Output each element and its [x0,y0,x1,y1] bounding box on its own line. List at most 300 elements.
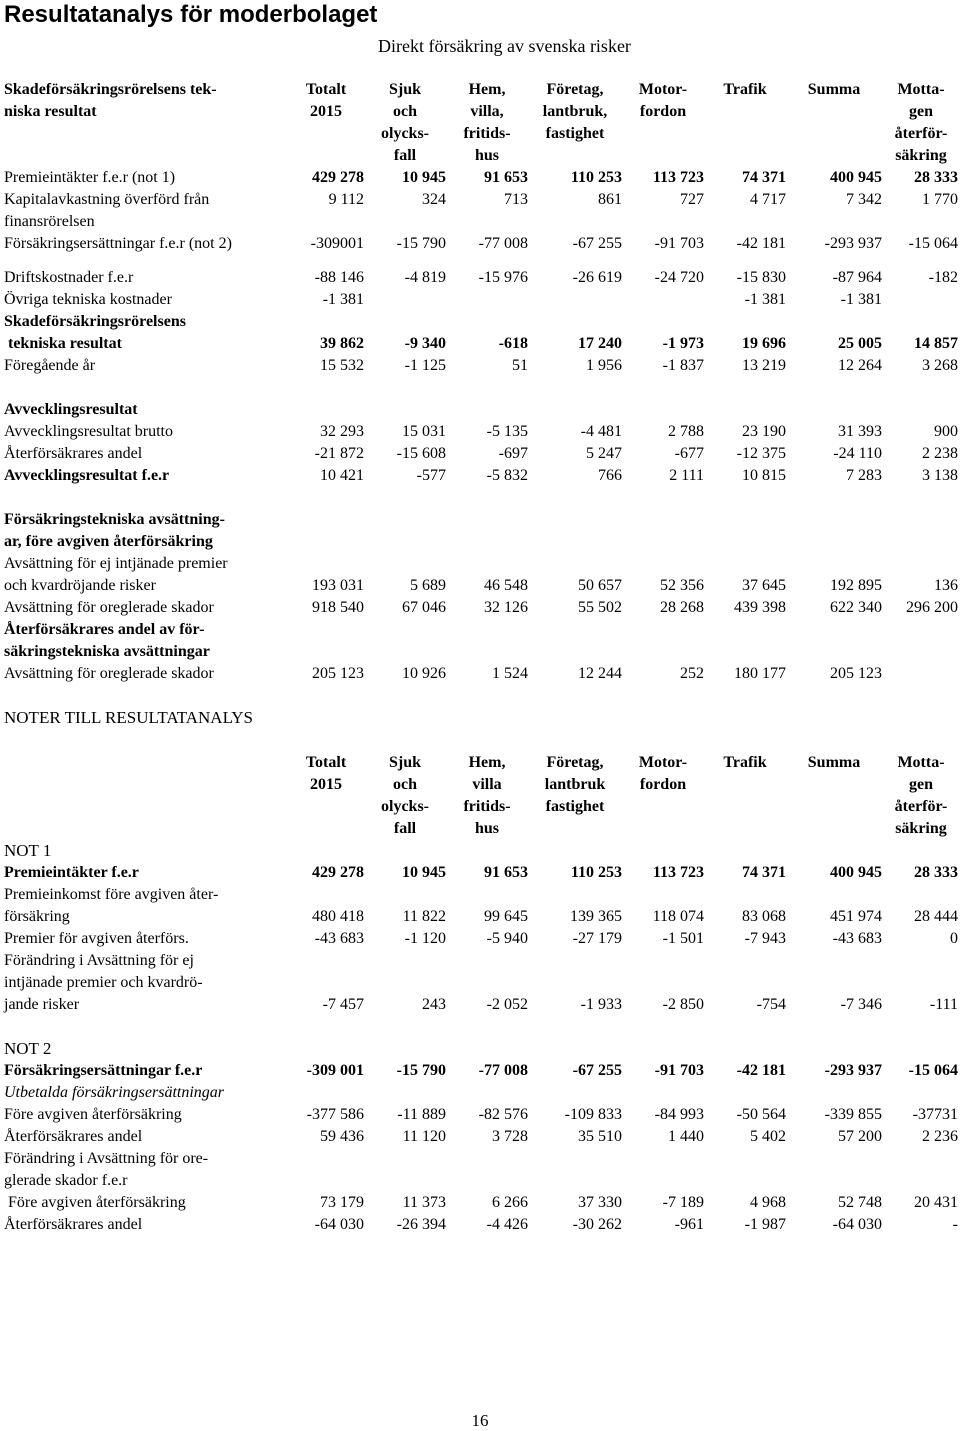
col-header: Företag, lantbruk fastighet [544,754,606,815]
row-label: och kvardröjande risker [4,577,156,594]
cell: 7 342 [846,191,882,208]
col-header: Totalt 2015 [305,81,347,120]
cell: 25 005 [838,335,882,352]
cell: -64 030 [832,1216,882,1233]
row-label: Återförsäkrares andel [4,445,143,462]
row-label: Återförsäkrares andel [4,1216,143,1233]
cell: 32 126 [484,599,528,616]
cell: 451 974 [830,908,882,925]
cell [446,289,528,311]
table-row [0,994,960,1016]
notes-title: NOTER TILL RESULTATANALYS [4,708,253,727]
table-row [0,1170,960,1192]
cell: 67 046 [402,599,446,616]
cell: 5 689 [410,577,446,594]
cell: 4 968 [750,1194,786,1211]
cell: -339 855 [824,1106,882,1123]
cell: -1 973 [662,335,704,352]
cell: -7 943 [744,930,786,947]
empty-cell [288,1082,960,1104]
row-label: Kapitalavkastning överförd från [4,191,210,208]
cell: 6 266 [492,1194,528,1211]
col-header: Motor- fordon [638,754,688,793]
cell: -754 [756,996,786,1013]
cell: 52 748 [838,1194,882,1211]
cell: -7 189 [662,1194,704,1211]
cell: 861 [598,191,622,208]
row-label: Avvecklingsresultat brutto [4,423,173,440]
col-header: Sjuk och olycks- fall [381,754,429,837]
cell: 727 [680,191,704,208]
result-table [0,79,960,685]
cell: - [952,1216,958,1233]
table-row [0,1148,960,1170]
cell: 180 177 [734,665,786,682]
row-label: glerade skador f.e.r [4,1172,128,1189]
cell: 37 645 [742,577,786,594]
cell: 13 219 [742,357,786,374]
table-row [0,906,960,928]
spacer-cell [0,255,960,267]
cell: 1 770 [922,191,958,208]
cell: -1 501 [662,930,704,947]
table-row [0,553,960,575]
cell: -1 837 [662,357,704,374]
cell: 11 120 [402,1128,446,1145]
cell: 918 540 [312,599,364,616]
cell: -5 940 [486,930,528,947]
table-row [0,597,960,619]
cell: -111 [929,996,958,1013]
cell: 296 200 [906,599,958,616]
spacer [0,377,960,399]
cell: 57 200 [838,1128,882,1145]
table-row [0,443,960,465]
cell: -87 964 [832,269,882,286]
cell: 51 [512,357,528,374]
cell [364,289,446,311]
cell: -84 993 [654,1106,704,1123]
cell: 7 283 [846,467,882,484]
cell: -91 703 [654,235,704,252]
table-row [0,167,960,189]
cell: -1 987 [744,1216,786,1233]
cell: -26 394 [396,1216,446,1233]
row-label: Försäkringstekniska avsättning- [4,511,225,528]
row-label: Avvecklingsresultat f.e.r [4,467,170,484]
cell [622,289,704,311]
header-label: Skadeförsäkringsrörelsens tek- niska resultat [4,81,217,120]
table-row [0,950,960,972]
cell: -91 703 [654,1062,704,1079]
cell: 46 548 [484,577,528,594]
cell: 2 238 [922,445,958,462]
row-label: Övriga tekniska kostnader [4,291,172,308]
col-header: Summa [807,81,861,98]
row-label: Avsättning för ej intjänade premier [4,555,228,572]
cell: 73 179 [320,1194,364,1211]
cell: -15 790 [396,1062,446,1079]
cell: -11 889 [397,1106,446,1123]
col-header: Hem, villa, fritids- hus [463,81,511,164]
row-label: Avsättning för oreglerade skador [4,665,214,682]
cell: 37 330 [578,1194,622,1211]
cell: 113 723 [652,169,704,186]
cell [882,663,960,685]
header-label [0,752,288,840]
cell: -182 [928,269,958,286]
cell: 1 440 [668,1128,704,1145]
cell: 74 371 [742,864,786,881]
cell: -1 381 [322,291,364,308]
cell: 110 253 [570,169,622,186]
table-row [0,267,960,289]
cell: -5 135 [486,423,528,440]
row-label: Avsättning för oreglerade skador [4,599,214,616]
row-label: säkringstekniska avsättningar [4,643,210,660]
cell: -15 976 [478,269,528,286]
cell: 2 236 [922,1128,958,1145]
col-header: Trafik [723,81,767,98]
cell: 50 657 [578,577,622,594]
cell: -4 426 [486,1216,528,1233]
cell: 32 293 [320,423,364,440]
empty-cell [288,509,960,531]
empty-cell [288,641,960,663]
cell: -677 [674,445,704,462]
cell: -697 [498,445,528,462]
col-header: Trafik [723,754,767,771]
cell: 12 264 [838,357,882,374]
empty-cell [288,884,960,906]
table-row [0,355,960,377]
empty-cell [288,972,960,994]
table-row [0,233,960,255]
cell: -309 001 [306,1062,364,1079]
cell: -2 850 [662,996,704,1013]
cell: 243 [422,996,446,1013]
table-row [0,641,960,663]
cell: 4 717 [750,191,786,208]
cell: 10 945 [402,864,446,881]
row-label: Premieintäkter f.e.r [4,864,139,881]
row-label: Premieintäkter f.e.r (not 1) [4,169,176,186]
cell: -961 [674,1216,704,1233]
row-label: Före avgiven återförsäkring [4,1106,182,1123]
col-header: Motta- gen återför- säkring [894,81,948,164]
page-number: 16 [471,1411,489,1430]
cell: -15 064 [908,1062,958,1079]
empty-cell [288,1038,960,1060]
cell: -7 346 [840,996,882,1013]
empty-cell [288,311,960,333]
row-label: jande risker [4,996,80,1013]
table-row [0,311,960,333]
row-label: Driftskostnader f.e.r [4,269,134,286]
cell: -77 008 [478,1062,528,1079]
empty-cell [288,531,960,553]
cell: 2 788 [668,423,704,440]
table-row [0,1214,960,1236]
row-label: Förändring i Avsättning för ore- [4,1150,209,1167]
empty-cell [288,1148,960,1170]
cell: 480 418 [312,908,364,925]
cell: 10 421 [320,467,364,484]
table-row [0,189,960,211]
page-subtitle: Direkt försäkring av svenska risker [378,36,631,56]
cell: -43 683 [832,930,882,947]
cell: -15 608 [396,445,446,462]
empty-cell [288,950,960,972]
col-header: Sjuk och olycks- fall [381,81,429,164]
empty-cell [288,399,960,421]
page-title: Resultatanalys för moderbolaget [4,1,378,28]
cell: -67 255 [572,235,622,252]
cell: 39 862 [320,335,364,352]
table-row [0,862,960,884]
cell: -43 683 [314,930,364,947]
notes-header [0,752,960,840]
cell: 118 074 [652,908,704,925]
row-label: Föregående år [4,357,96,374]
row-label: Premier för avgiven återförs. [4,930,189,947]
cell: 55 502 [578,599,622,616]
cell [882,289,960,311]
cell: -42 181 [736,235,786,252]
cell: 35 510 [578,1128,622,1145]
notes-table [0,752,960,1236]
cell: 252 [680,665,704,682]
table-row [0,972,960,994]
cell: -15 064 [908,235,958,252]
cell: 31 393 [838,423,882,440]
cell: 192 895 [830,577,882,594]
row-label: intjänade premier och kvardrö- [4,974,203,991]
spacer [0,1016,960,1038]
cell: -1 933 [580,996,622,1013]
empty-cell [288,619,960,641]
cell: 15 532 [320,357,364,374]
table-row [0,211,960,233]
table-row [0,1060,960,1082]
table-row [0,1082,960,1104]
cell: 400 945 [830,169,882,186]
cell: 28 268 [660,599,704,616]
cell: -1 381 [744,291,786,308]
cell: 91 653 [484,864,528,881]
row-label: Förändring i Avsättning för ej [4,952,194,969]
cell: 136 [934,577,958,594]
cell: -30 262 [572,1216,622,1233]
cell: 10 926 [402,665,446,682]
table-row [0,289,960,311]
cell: -309001 [310,235,364,252]
col-header: Totalt 2015 [305,754,347,793]
col-header: Motor- fordon [638,81,688,120]
row-label: Återförsäkrares andel [4,1128,143,1145]
cell: -2 052 [486,996,528,1013]
cell: -50 564 [736,1106,786,1123]
cell: 19 696 [742,335,786,352]
cell: 0 [950,930,958,947]
note-label: NOT 1 [4,841,52,860]
cell: 17 240 [578,335,622,352]
cell: 28 333 [914,169,958,186]
cell: -4 481 [580,423,622,440]
cell: 1 956 [586,357,622,374]
empty-cell [288,211,960,233]
table-row [0,399,960,421]
cell: 324 [422,191,446,208]
cell: 28 333 [914,864,958,881]
cell: 3 728 [492,1128,528,1145]
cell: -1 381 [840,291,882,308]
cell: -26 619 [572,269,622,286]
row-label: Utbetalda försäkringsersättningar [4,1084,225,1101]
note-label: NOT 2 [4,1039,52,1058]
table-row [0,840,960,862]
cell: 3 268 [922,357,958,374]
row-label: Försäkringsersättningar f.e.r [4,1062,203,1079]
cell: -15 790 [396,235,446,252]
cell: 74 371 [742,169,786,186]
cell: -77 008 [478,235,528,252]
cell: 99 645 [484,908,528,925]
cell: 10 815 [742,467,786,484]
table-row [0,465,960,487]
cell: -293 937 [824,235,882,252]
cell: -1 125 [404,357,446,374]
cell: -15 830 [736,269,786,286]
cell: 429 278 [312,864,364,881]
row-label: Före avgiven återförsäkring [4,1194,186,1211]
cell: 59 436 [320,1128,364,1145]
table-row [0,928,960,950]
row-label: försäkring [4,908,70,925]
cell: 1 524 [492,665,528,682]
table-header [0,79,960,167]
cell: 429 278 [312,169,364,186]
spacer-cell [0,377,960,399]
table-row [0,1192,960,1214]
cell: -7 457 [322,996,364,1013]
cell: -82 576 [478,1106,528,1123]
row-label: Försäkringsersättningar f.e.r (not 2) [4,235,232,252]
cell: -27 179 [572,930,622,947]
col-header: Hem, villa fritids- hus [463,754,511,837]
cell: -377 586 [306,1106,364,1123]
cell: -1 120 [404,930,446,947]
cell: -67 255 [572,1062,622,1079]
cell: -4 819 [404,269,446,286]
table-row [0,575,960,597]
cell: 11 822 [402,908,446,925]
cell: 5 402 [750,1128,786,1145]
cell: 3 138 [922,467,958,484]
cell: 9 112 [328,191,364,208]
cell: -12 375 [736,445,786,462]
cell: -21 872 [314,445,364,462]
table-row [0,333,960,355]
cell: 52 356 [660,577,704,594]
cell: 15 031 [402,423,446,440]
table-row [0,421,960,443]
cell: -24 110 [833,445,882,462]
empty-cell [288,553,960,575]
cell: 23 190 [742,423,786,440]
cell: 205 123 [312,665,364,682]
cell: 622 340 [830,599,882,616]
cell: 139 365 [570,908,622,925]
cell: -24 720 [654,269,704,286]
table-row [0,884,960,906]
row-label: Avvecklingsresultat [4,401,138,418]
cell: 20 431 [914,1194,958,1211]
cell: -293 937 [824,1062,882,1079]
spacer [0,255,960,267]
spacer-cell [0,1016,960,1038]
table-row [0,1104,960,1126]
row-label: tekniska resultat [4,335,122,352]
cell: 12 244 [578,665,622,682]
row-label: Skadeförsäkringsrörelsens [4,313,186,330]
spacer-cell [0,487,960,509]
col-header: Företag, lantbruk, fastighet [542,81,608,142]
cell: 193 031 [312,577,364,594]
table-row [0,509,960,531]
col-header: Summa [807,754,861,771]
row-label: ar, före avgiven återförsäkring [4,533,213,550]
cell: 5 247 [586,445,622,462]
cell: 2 111 [669,467,704,484]
cell: 766 [598,467,622,484]
cell: -618 [498,335,528,352]
cell: -64 030 [314,1216,364,1233]
cell: 83 068 [742,908,786,925]
cell [528,289,622,311]
empty-cell [288,840,960,862]
cell: 205 123 [830,665,882,682]
row-label: Återförsäkrares andel av för- [4,621,205,638]
table-row [0,619,960,641]
row-label: finansrörelsen [4,213,95,230]
cell: 113 723 [652,864,704,881]
table-row [0,1126,960,1148]
table-row [0,531,960,553]
cell: 28 444 [914,908,958,925]
table-row [0,663,960,685]
cell: 439 398 [734,599,786,616]
cell: -42 181 [736,1062,786,1079]
cell: 10 945 [402,169,446,186]
cell: -109 833 [564,1106,622,1123]
cell: 713 [504,191,528,208]
col-header: Motta- gen återför- säkring [894,754,948,837]
cell: 400 945 [830,864,882,881]
cell: -9 340 [404,335,446,352]
cell: 11 373 [402,1194,446,1211]
cell: 900 [934,423,958,440]
cell: 91 653 [484,169,528,186]
cell: 14 857 [914,335,958,352]
cell: 110 253 [570,864,622,881]
cell: -577 [416,467,446,484]
spacer [0,487,960,509]
cell: -88 146 [314,269,364,286]
cell: -37731 [912,1106,958,1123]
table-row [0,1038,960,1060]
cell: -5 832 [486,467,528,484]
